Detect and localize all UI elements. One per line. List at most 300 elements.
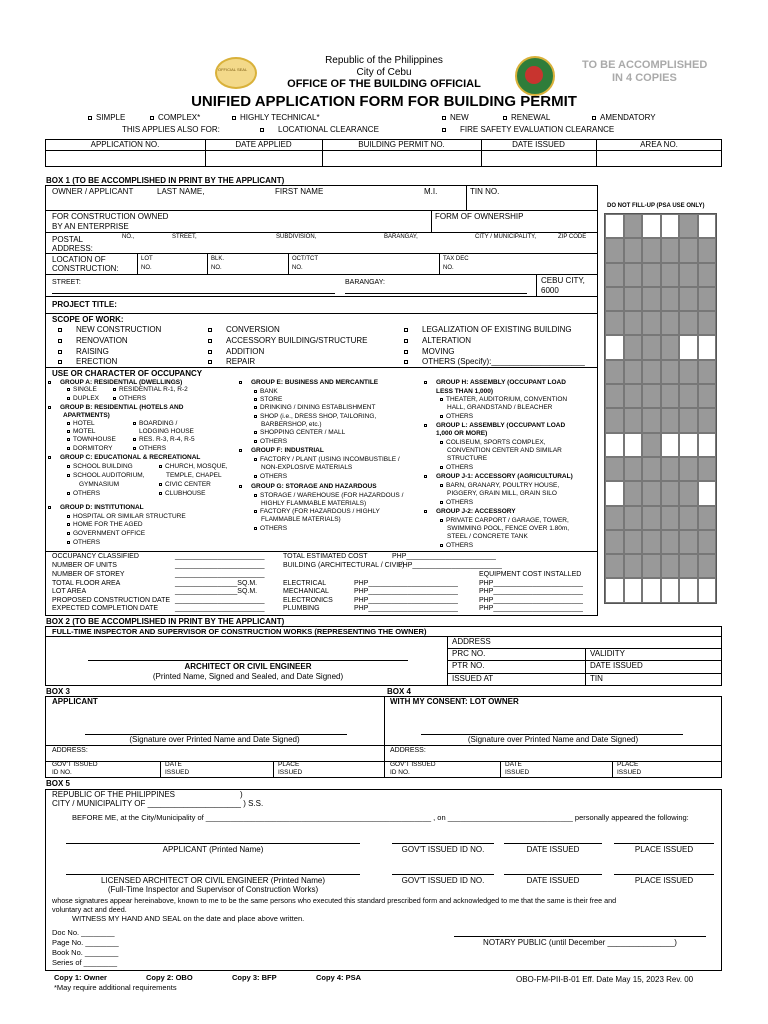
psa-grid-cell: [661, 238, 680, 262]
psa-grid-cell: [605, 578, 624, 602]
psa-grid-cell: [698, 287, 717, 311]
checkbox-icon: [254, 458, 257, 461]
checkbox-icon: [113, 397, 116, 400]
psa-grid-cell: [661, 384, 680, 408]
architect-label: ARCHITECT OR CIVIL ENGINEER: [184, 662, 312, 671]
psa-grid-cell: [679, 384, 698, 408]
group-b-boarding[interactable]: [133, 421, 177, 428]
group-e-dining[interactable]: [254, 405, 375, 412]
group-f-label[interactable]: [239, 448, 324, 455]
psa-grid-cell: [698, 335, 717, 359]
owner-gov-id-label: GOV'T ISSUED: [390, 761, 436, 768]
equip-electronics-field[interactable]: PHP_______________________: [479, 597, 583, 604]
psa-grid-cell: [661, 457, 680, 481]
postal-city-label: CITY / MUNICIPALITY,: [475, 234, 537, 240]
checkbox-simple[interactable]: [88, 114, 125, 122]
checkbox-icon: [254, 406, 257, 409]
psa-grid-cell: [698, 578, 717, 602]
owner-gov-id-label-2: ID NO.: [390, 769, 410, 776]
barangay-label: BARANGAY:: [345, 279, 385, 286]
electrical-cost-field[interactable]: PHP_______________________: [354, 580, 458, 587]
proposed-date-field[interactable]: _______________________: [175, 597, 265, 604]
building-permit-no-field[interactable]: [323, 151, 480, 166]
checkbox-icon: [442, 128, 446, 132]
psa-grid-cell: [679, 530, 698, 554]
psa-grid-cell: [624, 384, 643, 408]
group-c-clubhouse[interactable]: [159, 491, 205, 498]
tax-dec-no-label: NO.: [443, 265, 454, 271]
label: GROUP J-1: ACCESSORY (AGRICULTURAL): [436, 473, 573, 480]
group-c-temple: TEMPLE, CHAPEL: [166, 472, 222, 479]
building-cost-field[interactable]: PHP_______________________: [398, 562, 502, 569]
blk-label: BLK.: [211, 256, 225, 262]
label: GROUP B: RESIDENTIAL (HOTELS AND: [60, 404, 184, 411]
group-h-theater[interactable]: [440, 397, 567, 404]
checkbox-locational[interactable]: [260, 126, 379, 134]
group-j2-carport[interactable]: [440, 518, 569, 525]
checkbox-icon: [48, 381, 51, 384]
page-no[interactable]: Page No. ________: [52, 938, 119, 947]
scope-others[interactable]: [404, 358, 585, 366]
checkbox-icon: [440, 441, 443, 444]
group-g-flammable-2: FLAMMABLE MATERIALS): [261, 516, 341, 523]
psa-grid-cell: [661, 408, 680, 432]
scope-conversion[interactable]: [208, 326, 280, 334]
checkbox-new[interactable]: [442, 114, 469, 122]
label: GROUP F: INDUSTRIAL: [251, 447, 324, 454]
scope-renovation[interactable]: [58, 337, 128, 345]
group-c-school[interactable]: [67, 464, 133, 471]
label: OTHERS: [260, 438, 288, 445]
psa-label: DO NOT FILL-UP (PSA USE ONLY): [607, 203, 705, 209]
equip-mechanical-field[interactable]: PHP_______________________: [479, 588, 583, 595]
group-b-dormitory[interactable]: [67, 446, 113, 453]
group-b-others[interactable]: [133, 446, 166, 453]
checkbox-icon: [67, 492, 70, 495]
group-g-storage[interactable]: [254, 493, 403, 500]
checkbox-icon: [424, 475, 427, 478]
label: ADDITION: [226, 347, 265, 356]
label: MOVING: [422, 347, 455, 356]
label: RAISING: [76, 347, 109, 356]
psa-grid-cell: [605, 433, 624, 457]
label: HOME FOR THE AGED: [73, 521, 143, 528]
label: NEW CONSTRUCTION: [76, 325, 162, 334]
psa-grid-cell: [624, 457, 643, 481]
group-j1-label[interactable]: [424, 474, 573, 481]
checkbox-icon: [404, 360, 408, 364]
gov-id-label-2: GOV'T ISSUED ID NO.: [401, 876, 485, 885]
mechanical-cost-field[interactable]: PHP_______________________: [354, 588, 458, 595]
group-e-barbershop: BARBERSHOP, etc.): [261, 421, 322, 428]
psa-grid-cell: [642, 263, 661, 287]
group-e-bank[interactable]: [254, 389, 278, 396]
group-g-others[interactable]: [254, 526, 287, 533]
notary-signature-line[interactable]: [454, 936, 706, 937]
republic-text: Republic of the Philippines: [325, 55, 443, 66]
date-issued-line-2[interactable]: [504, 874, 602, 875]
owner-place-label-2: ISSUED: [617, 769, 642, 776]
completion-date-field[interactable]: _______________________: [175, 605, 265, 612]
date-issued-header: DATE ISSUED: [512, 140, 565, 149]
floor-area-field[interactable]: ________________SQ.M.: [175, 580, 258, 587]
date-issued-label-5b: DATE ISSUED: [526, 876, 580, 885]
checkbox-icon: [254, 431, 257, 434]
group-e-mall[interactable]: [254, 430, 345, 437]
checkbox-icon: [67, 447, 70, 450]
psa-grid-cell: [698, 530, 717, 554]
date-applied-field[interactable]: [206, 151, 321, 166]
group-i-label-2: 1,000 OR MORE): [436, 430, 488, 437]
checkbox-icon: [440, 398, 443, 401]
group-g-label[interactable]: [239, 484, 377, 491]
area-no-field[interactable]: [597, 151, 721, 166]
checkbox-icon: [440, 484, 443, 487]
psa-grid-cell: [679, 335, 698, 359]
project-title-label: PROJECT TITLE:: [52, 300, 117, 309]
group-a-r1r2[interactable]: [113, 387, 188, 394]
group-c-others[interactable]: [67, 491, 100, 498]
date-issued-field[interactable]: [482, 151, 595, 166]
group-h-others[interactable]: [440, 414, 473, 421]
architect-signature-line[interactable]: [88, 660, 408, 661]
series-of[interactable]: Series of ________: [52, 958, 118, 967]
issued-at-label: ISSUED AT: [452, 674, 494, 683]
validity-label: VALIDITY: [590, 649, 625, 658]
psa-grid-cell: [605, 287, 624, 311]
postal-street-label: STREET,: [172, 234, 197, 240]
mechanical-label: MECHANICAL: [283, 588, 329, 595]
label: BOARDING /: [139, 420, 178, 427]
label: OTHERS: [119, 395, 147, 402]
label: RESIDENTIAL R-1, R-2: [119, 386, 188, 393]
plumbing-cost-field[interactable]: PHP_______________________: [354, 605, 458, 612]
psa-grid-cell: [624, 263, 643, 287]
group-j2-others[interactable]: [440, 543, 473, 550]
group-a-single[interactable]: [67, 387, 97, 394]
checkbox-complex[interactable]: [150, 114, 200, 122]
mi-label: M.I.: [424, 187, 438, 196]
scope-addition[interactable]: [208, 348, 264, 356]
psa-grid-cell: [698, 311, 717, 335]
occupancy-field[interactable]: _______________________: [175, 553, 265, 560]
psa-grid-cell: [642, 287, 661, 311]
date-issued-label-5: DATE ISSUED: [526, 845, 580, 854]
psa-grid-cell: [624, 433, 643, 457]
group-d-label[interactable]: [48, 505, 144, 512]
checkbox-icon: [208, 328, 212, 332]
checkbox-fire-safety[interactable]: [442, 126, 614, 134]
storey-field[interactable]: _______________________: [175, 571, 265, 578]
label: DUPLEX: [73, 395, 100, 402]
checkbox-icon: [133, 447, 136, 450]
group-i-coliseum[interactable]: [440, 440, 546, 447]
gov-id-line[interactable]: [392, 843, 494, 844]
psa-grid-cell: [642, 408, 661, 432]
checkbox-icon: [254, 415, 257, 418]
group-i-label[interactable]: [424, 423, 565, 430]
notary-label: NOTARY PUBLIC (until December _______________): [483, 938, 677, 947]
group-c-label[interactable]: [48, 455, 200, 462]
group-c-church[interactable]: [159, 464, 227, 471]
psa-grid-cell: [605, 554, 624, 578]
group-a-others[interactable]: [113, 396, 146, 403]
tin-field[interactable]: [468, 197, 596, 209]
scope-erection[interactable]: [58, 358, 117, 366]
lot-label: LOT: [141, 256, 153, 262]
psa-grid-cell: [642, 578, 661, 602]
checkbox-icon: [254, 510, 257, 513]
group-j1-barn[interactable]: [440, 483, 559, 490]
place-issued-line-2[interactable]: [614, 874, 714, 875]
place-issued-line[interactable]: [614, 843, 714, 844]
box4-title: BOX 4: [387, 687, 412, 696]
scope-alteration[interactable]: [404, 337, 471, 345]
copies-line-1: TO BE ACCOMPLISHED: [582, 59, 708, 71]
applicant-sig-note: (Signature over Printed Name and Date Signed): [129, 735, 300, 744]
stat-lot-area: LOT AREA: [52, 588, 87, 595]
psa-grid-cell: [642, 335, 661, 359]
label: SCHOOL BUILDING: [73, 463, 133, 470]
copies-line-2: IN 4 COPIES: [612, 72, 677, 84]
psa-grid-cell: [642, 530, 661, 554]
label: PRIVATE CARPORT / GARAGE, TOWER,: [446, 517, 569, 524]
label: HOTEL: [73, 420, 95, 427]
equip-electrical-field[interactable]: PHP_______________________: [479, 580, 583, 587]
group-d-others[interactable]: [67, 540, 100, 547]
label: RENOVATION: [76, 336, 128, 345]
group-a-duplex[interactable]: [67, 396, 99, 403]
label: OTHERS: [446, 499, 474, 506]
location-label-2: CONSTRUCTION:: [52, 264, 119, 273]
group-j2-label[interactable]: [424, 509, 516, 516]
psa-grid-cell: [605, 481, 624, 505]
scope-of-work-label: SCOPE OF WORK:: [52, 315, 124, 324]
psa-grid-cell: [698, 238, 717, 262]
group-c-auditorium[interactable]: [67, 473, 145, 480]
owner-place-label: PLACE: [617, 761, 639, 768]
checkbox-icon: [254, 440, 257, 443]
group-g-flammable: HIGHLY FLAMMABLE MATERIALS): [261, 500, 367, 507]
units-field[interactable]: _______________________: [175, 562, 265, 569]
doc-no[interactable]: Doc No. ________: [52, 928, 115, 937]
label: OTHERS: [446, 542, 474, 549]
checkbox-icon: [503, 116, 507, 120]
checkbox-renewal[interactable]: [503, 114, 550, 122]
date-issued-line[interactable]: [504, 843, 602, 844]
scope-repair[interactable]: [208, 358, 255, 366]
checkbox-icon: [440, 519, 443, 522]
psa-grid-cell: [624, 408, 643, 432]
group-d-home-aged[interactable]: [67, 522, 143, 529]
applies-also-label: THIS APPLIES ALSO FOR:: [122, 125, 220, 134]
office-title: OFFICE OF THE BUILDING OFFICIAL: [287, 78, 481, 90]
psa-grid-cell: [605, 311, 624, 335]
blk-no-label: NO.: [211, 265, 222, 271]
psa-grid-cell: [605, 335, 624, 359]
architect-printed-line[interactable]: [66, 874, 360, 875]
label: NEW: [450, 113, 469, 122]
scope-accessory[interactable]: [208, 337, 368, 345]
scope-raising[interactable]: [58, 348, 109, 356]
label: OTHERS: [446, 413, 474, 420]
group-e-label[interactable]: [239, 380, 378, 387]
psa-grid-cell: [679, 238, 698, 262]
group-f-others[interactable]: [254, 474, 287, 481]
group-d-government[interactable]: [67, 531, 145, 538]
psa-grid-cell: [661, 433, 680, 457]
group-c-gymnasium: GYMNASIUM: [79, 481, 120, 488]
group-j2-tank: STEEL / CONCRETE TANK: [447, 533, 528, 540]
checkbox-icon: [254, 475, 257, 478]
project-title-field[interactable]: [125, 298, 595, 312]
label: STORE: [260, 396, 283, 403]
application-no-field[interactable]: [46, 151, 204, 166]
checkbox-amendatory[interactable]: [592, 114, 656, 122]
checkbox-icon: [58, 328, 62, 332]
psa-grid-cell: [624, 554, 643, 578]
group-g-factory[interactable]: [254, 509, 380, 516]
copy-3: Copy 3: BFP: [232, 973, 277, 982]
group-b-res[interactable]: [133, 437, 195, 444]
applicant-printed-line[interactable]: [66, 843, 360, 844]
checkbox-icon: [424, 424, 427, 427]
checkbox-icon: [440, 466, 443, 469]
tin-label: TIN NO.: [470, 187, 500, 196]
scope-legalization[interactable]: [404, 326, 572, 334]
lot-area-field[interactable]: ________________SQ.M.: [175, 588, 258, 595]
checkbox-icon: [67, 438, 70, 441]
psa-grid-cell: [605, 506, 624, 530]
group-c-civic[interactable]: [159, 482, 211, 489]
label: LOCATIONAL CLEARANCE: [278, 125, 379, 134]
group-f-factory[interactable]: [254, 457, 400, 464]
checkbox-icon: [239, 381, 242, 384]
label: FACTORY / PLANT (USING INCOMBUSTIBLE /: [260, 456, 400, 463]
group-i-structure: STRUCTURE: [447, 455, 488, 462]
group-h-label[interactable]: [424, 380, 566, 387]
voluntary-act-text: voluntary act and deed.: [52, 905, 127, 914]
label: GROUP E: BUSINESS AND MERCANTILE: [251, 379, 379, 386]
label: OTHERS: [260, 525, 288, 532]
checkbox-icon: [58, 339, 62, 343]
label: ALTERATION: [422, 336, 472, 345]
group-f-nonexplosive: NON-EXPLOSIVE MATERIALS: [261, 464, 353, 471]
group-e-others[interactable]: [254, 439, 287, 446]
owner-label: OWNER / APPLICANT: [52, 187, 134, 196]
copy-4: Copy 4: PSA: [316, 973, 362, 982]
psa-grid-cell: [605, 408, 624, 432]
group-b-townhouse[interactable]: [67, 437, 116, 444]
checkbox-icon: [133, 422, 136, 425]
psa-grid-cell: [661, 360, 680, 384]
label: CONVERSION: [226, 325, 280, 334]
electronics-cost-field[interactable]: PHP_______________________: [354, 597, 458, 604]
tct-label: OCT/TCT: [292, 256, 318, 262]
psa-grid-cell: [661, 554, 680, 578]
psa-grid-cell: [605, 530, 624, 554]
postal-subdivision-label: SUBDIVISION,: [276, 234, 317, 240]
psa-grid-cell: [624, 578, 643, 602]
label: OTHERS (Specify):_____________________: [422, 357, 585, 366]
group-d-hospital[interactable]: [67, 514, 186, 521]
label: BANK: [260, 388, 278, 395]
zip-6000-label: 6000: [541, 286, 559, 295]
checkbox-icon: [67, 397, 70, 400]
checkbox-icon: [254, 527, 257, 530]
first-name-label: FIRST NAME: [275, 187, 324, 196]
label: THEATER, AUDITORIUM, CONVENTION: [446, 396, 568, 403]
stat-proposed-date: PROPOSED CONSTRUCTION DATE: [52, 597, 171, 604]
label: GROUP H: ASSEMBLY (OCCUPANT LOAD: [436, 379, 566, 386]
checkbox-icon: [440, 501, 443, 504]
box5-title: BOX 5: [46, 779, 71, 788]
label: ERECTION: [76, 357, 118, 366]
psa-grid-cell: [661, 481, 680, 505]
checkbox-icon: [440, 415, 443, 418]
checkbox-icon: [239, 485, 242, 488]
application-no-header: APPLICATION NO.: [90, 140, 160, 149]
postal-no-label: NO.,: [122, 234, 135, 240]
copy-1: Copy 1: Owner: [54, 973, 107, 982]
group-j1-others[interactable]: [440, 500, 473, 507]
checkbox-icon: [254, 398, 257, 401]
total-cost-field[interactable]: PHP_______________________: [392, 553, 496, 560]
psa-use-grid: [604, 213, 717, 604]
book-no[interactable]: Book No. ________: [52, 948, 119, 957]
checkbox-icon: [208, 360, 212, 364]
group-e-shop[interactable]: [254, 414, 376, 421]
label: OTHERS: [260, 473, 288, 480]
applicant-address-label: ADDRESS:: [52, 747, 88, 754]
street-label: STREET:: [52, 279, 81, 286]
group-b-motel[interactable]: [67, 429, 95, 436]
before-me-text: BEFORE ME, at the City/Municipality of ______________________________________________________ , on ______________________________ personally appeared the following:: [72, 813, 689, 822]
applicant-gov-id-label-2: ID NO.: [52, 769, 72, 776]
checkbox-icon: [67, 532, 70, 535]
checkbox-icon: [58, 360, 62, 364]
checkbox-highly-technical[interactable]: [232, 114, 320, 122]
psa-grid-cell: [642, 433, 661, 457]
date-applied-header: DATE APPLIED: [235, 140, 292, 149]
tct-no-label: NO.: [292, 265, 303, 271]
psa-grid-cell: [624, 530, 643, 554]
label: CLUBHOUSE: [165, 490, 206, 497]
psa-grid-cell: [642, 506, 661, 530]
scope-moving[interactable]: [404, 348, 454, 356]
checkbox-icon: [424, 510, 427, 513]
group-e-store[interactable]: [254, 397, 282, 404]
checkbox-icon: [88, 116, 92, 120]
group-i-others[interactable]: [440, 465, 473, 472]
group-b-label[interactable]: [48, 405, 183, 412]
equip-plumbing-field[interactable]: PHP_______________________: [479, 605, 583, 612]
label: FIRE SAFETY EVALUATION CLEARANCE: [460, 125, 615, 134]
scope-new-construction[interactable]: [58, 326, 161, 334]
checkbox-icon: [67, 465, 70, 468]
label: GROUP L: ASSEMBLY (OCCUPANT LOAD: [436, 422, 566, 429]
group-b-hotel[interactable]: [67, 421, 95, 428]
gov-id-line-2[interactable]: [392, 874, 494, 875]
checkbox-icon: [159, 465, 162, 468]
label: SINGLE: [73, 386, 97, 393]
inspector-label: FULL-TIME INSPECTOR AND SUPERVISOR OF CONSTRUCTION WORKS (REPRESENTING THE OWNER): [52, 627, 427, 636]
psa-grid-cell: [624, 506, 643, 530]
applicant-printed-label: APPLICANT (Printed Name): [162, 845, 264, 854]
owner-name-field[interactable]: [46, 197, 464, 209]
psa-grid-cell: [698, 481, 717, 505]
city-text: City of Cebu: [356, 67, 412, 78]
